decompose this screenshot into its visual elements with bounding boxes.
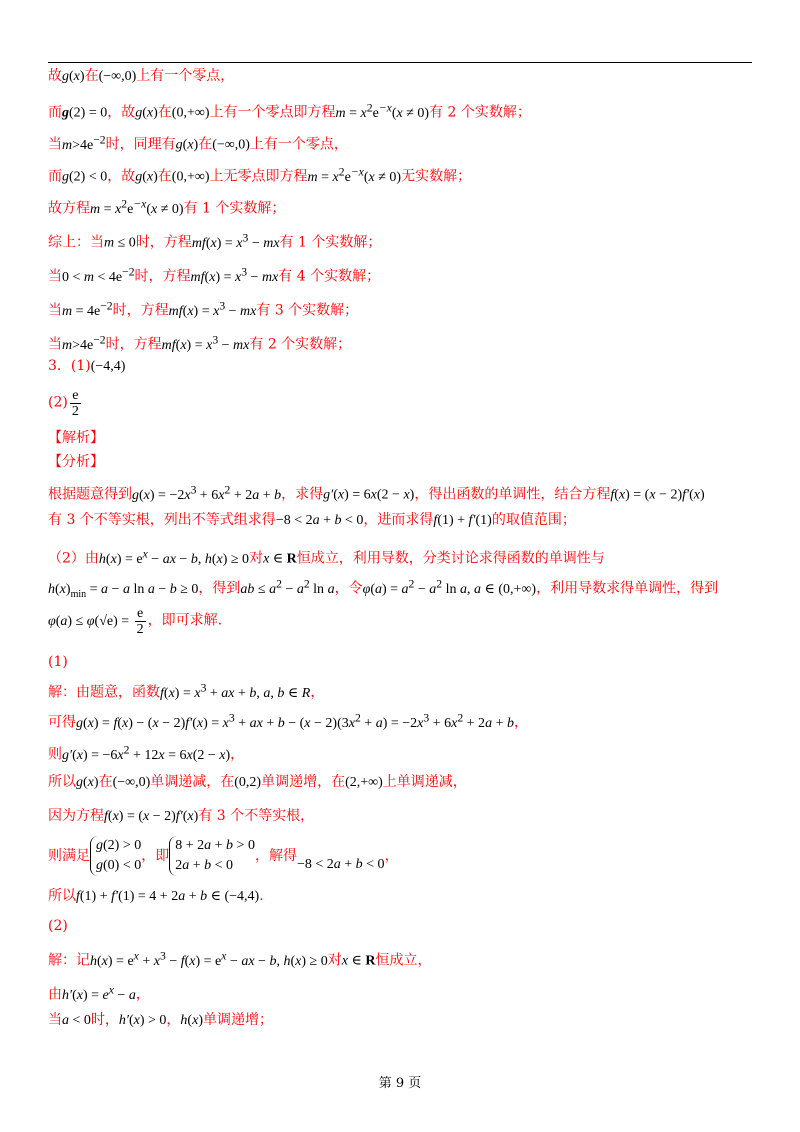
line-1: 故g(x)在(−∞,0)上有一个零点， bbox=[48, 68, 235, 84]
line-7: 当$0 < m < 4e^{-2}$时，方程$mf(x) = x^3$ − mx有 4 个实数解； bbox=[48, 265, 381, 285]
line-23: 所以g(x)在(−∞,0)单调递减，在(0,2)单调递增，在(2,+∞)上单调递减， bbox=[48, 774, 467, 790]
line-19: (1) bbox=[48, 654, 68, 670]
line-28: 解：记$h(x) = e^x + x^3 - f(x) = e^x$ − ax − b, h(x) ≥ 0对x ∈ R恒成立， bbox=[48, 949, 432, 969]
line-11: (2) $\frac{e}{2}$ bbox=[48, 388, 79, 419]
line-20: 解：由题意，函数$f(x) = x^3$ + ax + b, a, b ∈ R， bbox=[48, 681, 325, 701]
line-17: $h(x)_{min} = a - a$ ln a − b ≥ 0，得到ab ≤ $a^2 - a^2$ ln a，令$\varphi(a) = a^2 - a^2$ ln a, a ∈ (0,+∞)，利用导数求得单调性，得到 bbox=[48, 577, 719, 600]
line-18: φ(a) ≤ φ(√e) = $\frac{e}{2}$ ，即可求解. bbox=[48, 606, 223, 637]
line-13: 【分析】 bbox=[48, 454, 104, 470]
line-2: 而g(2) = 0，故g(x)在(0,+∞)上有一个零点即方程$m = x^2e^{-x}(x \ne 0)$有 2 个实数解； bbox=[48, 101, 531, 121]
line-27: (2) bbox=[48, 918, 68, 934]
line-21: 可得$g(x) = f(x) - (x - 2)f'(x) = x^3$ + ax + $b - (x - 2)(3x^2 + a) = -2x^3 + 6x^2 + 2a + b$， bbox=[48, 711, 528, 731]
page-footer: 第 9 页 bbox=[378, 1076, 422, 1091]
line-29: 由$h'(x) = e^x - a$， bbox=[48, 983, 150, 1003]
line-4: 而g(2) < 0，故g(x)在(0,+∞)上无零点即方程$m = x^2e^{-x}(x \ne 0)$无实数解； bbox=[48, 165, 472, 185]
line-12: 【解析】 bbox=[48, 430, 104, 446]
line-10: 3．(1)(−4,4) bbox=[48, 358, 126, 374]
line-24: 因为方程f(x) = (x − 2)f′(x)有 3 个不等实根， bbox=[48, 808, 315, 824]
line-25: 则满足 g(2) > 0 g(0) < 0 ，即 8 + 2a + b > 0 2a + b < 0 ，解得−8 < 2a + b < 0， bbox=[48, 836, 399, 876]
line-6: 综上：当m ≤ 0时，方程$mf(x) = x^3$ − mx有 1 个实数解； bbox=[48, 231, 382, 251]
line-3: 当$m>4e^{-2}$时，同理有g(x)在(−∞,0)上有一个零点， bbox=[48, 133, 348, 153]
line-30: 当a < 0时，h′(x) > 0，h(x)单调递增； bbox=[48, 1012, 273, 1028]
line-26: 所以f(1) + f′(1) = 4 + 2a + b ∈ (−4,4). bbox=[48, 888, 264, 904]
header-rule bbox=[48, 62, 752, 63]
line-5: 故方程$m = x^2e^{-x}(x \ne 0)$有 1 个实数解； bbox=[48, 197, 286, 217]
line-8: 当$m = 4e^{-2}$时，方程$mf(x) = x^3$ − mx有 3 个实数解； bbox=[48, 299, 359, 319]
line-16: （2）由$h(x) = e^x$ − ax − b, h(x) ≥ 0对x ∈ R恒成立，利用导数，分类讨论求得函数的单调性与 bbox=[48, 547, 605, 567]
line-9: 当$m>4e^{-2}$时，方程$mf(x) = x^3$ − mx有 2 个实数解； bbox=[48, 333, 352, 353]
line-22: 则$g'(x) = -6x^2 + 12x = 6x(2 - x)$， bbox=[48, 743, 245, 763]
line-14: 根据题意得到$g(x) = -2x^3 + 6x^2 + 2a + b$，求得g′(x) = 6x(2 − x)，得出函数的单调性，结合方程f(x) = (x − 2)f′(x) bbox=[48, 483, 705, 503]
line-15: 有 3 个不等实根，列出不等式组求得−8 < 2a + b < 0，进而求得f(1) + f′(1)的取值范围； bbox=[48, 512, 576, 528]
